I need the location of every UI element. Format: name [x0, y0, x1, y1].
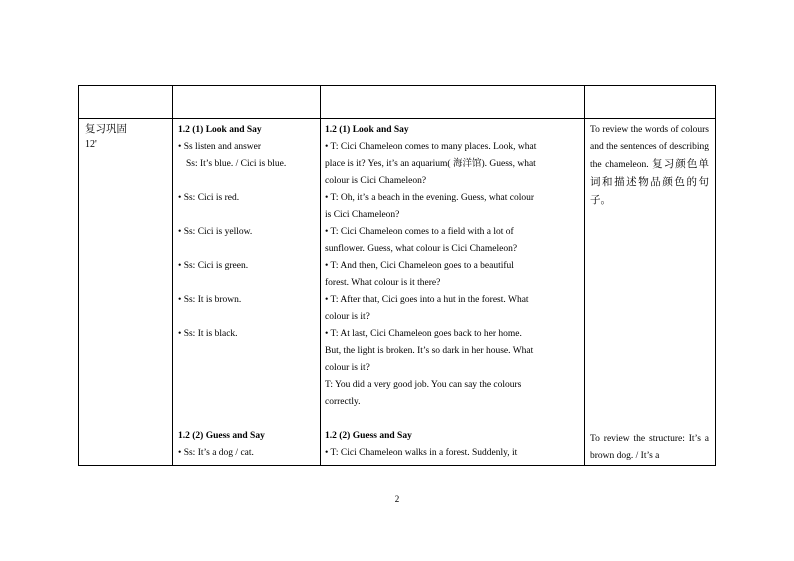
- answer-line: • Ss listen and answer: [178, 142, 262, 152]
- teacher-line: But, the light is broken. It’s so dark in her house. What: [325, 346, 534, 356]
- purpose-english: To review the words of colours and the sentences of describing the chameleon.: [590, 125, 709, 170]
- teacher-line: T: You did a very good job. You can say the colours: [325, 380, 522, 390]
- empty-cell: [585, 86, 716, 119]
- stage-label: 复习巩固: [85, 123, 127, 135]
- teacher-line: colour is Cici Chameleon?: [325, 176, 427, 186]
- purpose-text-2: To review the structure: It’s a brown dog. / It’s a: [590, 434, 709, 461]
- section-title: 1.2 (2) Guess and Say: [325, 431, 412, 441]
- empty-cell: [79, 86, 173, 119]
- teacher-line: sunflower. Guess, what colour is Cici Chameleon?: [325, 244, 518, 254]
- empty-cell: [321, 86, 585, 119]
- section-title: 1.2 (1) Look and Say: [325, 125, 409, 135]
- teacher-line: • T: After that, Cici goes into a hut in the forest. What: [325, 295, 529, 305]
- teacher-line: • T: And then, Cici Chameleon goes to a beautiful: [325, 261, 514, 271]
- teacher-line: place is it? Yes, it’s an aquarium( 海洋馆). Guess, what: [325, 159, 536, 169]
- teacher-line: • T: Cici Chameleon comes to many places. Look, what: [325, 142, 537, 152]
- teacher-line: • T: At last, Cici Chameleon goes back to her home.: [325, 329, 522, 339]
- teacher-line: • T: Cici Chameleon walks in a forest. Suddenly, it: [325, 448, 518, 458]
- answer-line: • Ss: Cici is green.: [178, 261, 249, 271]
- answer-line: • Ss: Cici is yellow.: [178, 227, 253, 237]
- answer-line: • Ss: It is brown.: [178, 295, 242, 305]
- section-title: 1.2 (2) Guess and Say: [178, 431, 265, 441]
- purpose-chinese: 复习颜色单词和描述物品颜色的句子。: [590, 158, 709, 206]
- empty-cell: [173, 86, 321, 119]
- teacher-line: colour is it?: [325, 363, 370, 373]
- teacher-line: colour is it?: [325, 312, 370, 322]
- lesson-plan-table: [78, 85, 716, 466]
- teacher-line: is Cici Chameleon?: [325, 210, 400, 220]
- answer-line: • Ss: Cici is red.: [178, 193, 240, 203]
- student-activity-cell: [173, 119, 321, 466]
- teacher-line: correctly.: [325, 397, 361, 407]
- table-header-row: [79, 86, 716, 119]
- section-title: 1.2 (1) Look and Say: [178, 125, 262, 135]
- page-number: 2: [394, 494, 400, 504]
- table-row: [79, 119, 716, 466]
- answer-line: Ss: It’s blue. / Cici is blue.: [186, 159, 287, 169]
- stage-time: 12': [85, 139, 97, 150]
- answer-line: • Ss: It’s a dog / cat.: [178, 448, 254, 458]
- answer-line: • Ss: It is black.: [178, 329, 238, 339]
- teacher-line: • T: Cici Chameleon comes to a field with a lot of: [325, 227, 514, 237]
- teacher-activity-cell: [321, 119, 585, 466]
- teacher-line: forest. What colour is it there?: [325, 278, 441, 288]
- purpose-cell: [585, 119, 716, 466]
- teacher-line: • T: Oh, it’s a beach in the evening. Guess, what colour: [325, 193, 534, 203]
- stage-cell: [79, 119, 173, 466]
- purpose-text: [590, 122, 709, 210]
